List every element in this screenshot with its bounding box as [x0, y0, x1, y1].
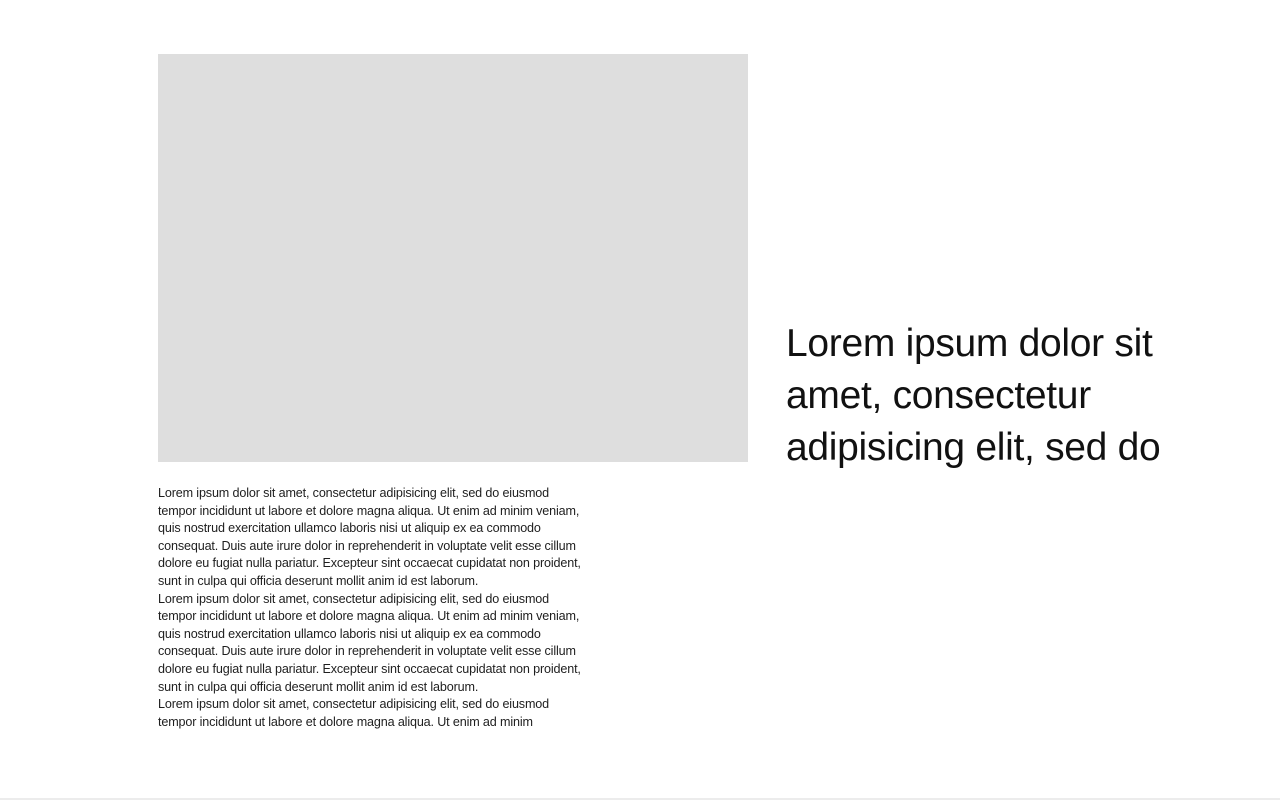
body-paragraph: Lorem ipsum dolor sit amet, consectetur adipisicing elit, sed do eiusmod tempor incididunt ut labore et dolore magna aliqua. Ut enim ad minim veniam, quis nostrud exercitation ullamco laboris nisi ut aliquip ex ea commodo consequat. Duis aute irure dolor in reprehenderit in voluptate velit esse cillum dolore eu fugiat nulla pariatur. Excepteur sint occaecat cupidatat non proident, sunt in culpa qui officia deserunt mollit anim id est laborum.: [158, 591, 581, 694]
body-paragraph: Lorem ipsum dolor sit amet, consectetur adipisicing elit, sed do eiusmod tempor incididunt ut labore et dolore magna aliqua. Ut enim ad minim veniam, quis nostrud exercitation ullamco laboris nisi ut aliquip ex ea commodo consequat. Duis aute irure dolor in reprehenderit in voluptate velit esse cillum dolore eu fugiat nulla pariatur. Excepteur sint occaecat cupidatat non proident, sunt in culpa qui officia deserunt mollit anim id est laborum.: [158, 486, 581, 588]
image-placeholder: [158, 54, 748, 462]
headline: Lorem ipsum dolor sit amet, consectetur adipisicing elit, sed do: [786, 322, 1161, 469]
body-paragraph: Lorem ipsum dolor sit amet, consectetur adipisicing elit, sed do eiusmod tempor incididunt ut labore et dolore magna aliqua. Ut enim ad minim: [158, 697, 549, 729]
body-copy: [158, 485, 588, 770]
